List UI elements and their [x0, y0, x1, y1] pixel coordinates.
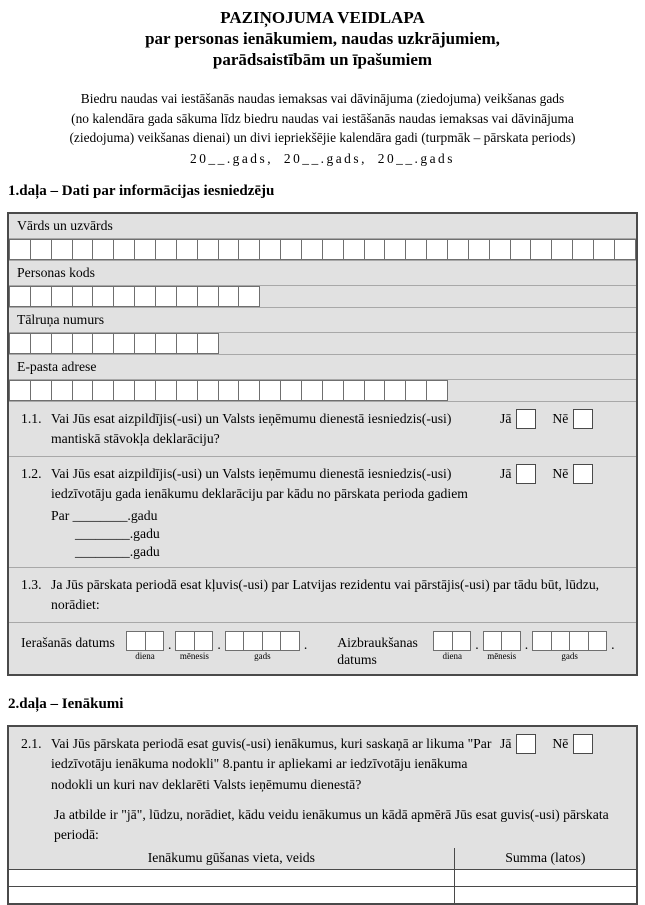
char-cell[interactable]	[572, 239, 594, 260]
field-phone	[9, 307, 636, 354]
income-table-header-row	[9, 848, 636, 869]
field-personal-code	[9, 260, 636, 307]
char-cell[interactable]	[197, 333, 219, 354]
char-cell[interactable]	[322, 380, 344, 401]
char-cell[interactable]	[218, 239, 240, 260]
departure-month-group	[483, 631, 521, 662]
char-cell[interactable]	[113, 333, 135, 354]
question-1-1-answers	[500, 409, 626, 450]
arrival-day-group	[126, 631, 164, 662]
char-cell[interactable]	[405, 239, 427, 260]
char-cell[interactable]	[322, 239, 344, 260]
char-cell[interactable]	[218, 380, 240, 401]
char-cell[interactable]	[155, 380, 177, 401]
question-2-1	[9, 727, 636, 802]
question-1-2-no-label: Nē	[552, 464, 568, 485]
date-dot: .	[607, 631, 618, 653]
income-table	[9, 848, 636, 903]
char-cell[interactable]	[176, 380, 198, 401]
char-cell[interactable]	[384, 380, 406, 401]
date-dot: .	[300, 631, 311, 653]
year-blank-line-3[interactable]: ________.gadu	[51, 543, 494, 561]
part2-heading: 2.daļa – Ienākumi	[8, 696, 645, 713]
question-1-1-no-checkbox[interactable]	[573, 409, 593, 429]
char-cell[interactable]	[155, 333, 177, 354]
char-cell[interactable]	[134, 239, 156, 260]
arrival-day-cells	[126, 631, 164, 651]
char-cell[interactable]	[588, 631, 608, 651]
question-2-1-number: 2.1.	[21, 734, 51, 796]
field-personal-code-cells	[9, 285, 636, 307]
char-cell[interactable]	[238, 286, 260, 307]
char-cell[interactable]	[483, 631, 503, 651]
departure-day-sublabel: diena	[443, 651, 463, 662]
income-table-header-sum: Summa (latos)	[454, 848, 636, 869]
char-cell[interactable]	[593, 239, 615, 260]
income-table-row	[9, 869, 636, 886]
question-2-1-no-checkbox[interactable]	[573, 734, 593, 754]
char-cell[interactable]	[176, 333, 198, 354]
char-cell[interactable]	[134, 286, 156, 307]
char-cell[interactable]	[155, 286, 177, 307]
question-1-2-number: 1.2.	[21, 464, 51, 561]
char-cell[interactable]	[530, 239, 552, 260]
question-1-2	[9, 456, 636, 567]
char-cell[interactable]	[197, 380, 219, 401]
char-cell[interactable]	[614, 239, 636, 260]
char-cell[interactable]	[30, 239, 52, 260]
char-cell[interactable]	[30, 333, 52, 354]
intro-line2: (no kalendāra gada sākuma līdz biedru naudas vai iestāšanās naudas iemaksas vai dāvinājuma	[0, 109, 645, 129]
intro-paragraph	[0, 89, 645, 148]
arrival-year-cells	[225, 631, 300, 651]
field-email-label: E-pasta adrese	[9, 355, 636, 379]
char-cell[interactable]	[145, 631, 165, 651]
char-cell[interactable]	[551, 631, 571, 651]
char-cell[interactable]	[280, 380, 302, 401]
char-cell[interactable]	[9, 239, 31, 260]
char-cell[interactable]	[197, 286, 219, 307]
char-cell[interactable]	[30, 286, 52, 307]
question-1-1-number: 1.1.	[21, 409, 51, 450]
char-cell[interactable]	[510, 239, 532, 260]
char-cell[interactable]	[551, 239, 573, 260]
intro-line3: (ziedojuma) veikšanas dienai) un divi iepriekšējie kalendāra gadi (turpmāk – pārskata periods)	[0, 128, 645, 148]
question-1-3	[9, 567, 636, 622]
char-cell[interactable]	[9, 286, 31, 307]
question-1-3-text: Ja Jūs pārskata periodā esat kļuvis(-usi) par Latvijas rezidentu vai pārstājis(-usi) par tādu būt, lūdzu, norādiet:	[51, 575, 626, 616]
part2-box	[7, 725, 638, 905]
departure-year-group	[532, 631, 607, 662]
char-cell[interactable]	[364, 380, 386, 401]
arrival-day-sublabel: diena	[135, 651, 155, 662]
char-cell[interactable]	[9, 333, 31, 354]
char-cell[interactable]	[113, 380, 135, 401]
char-cell[interactable]	[51, 239, 73, 260]
char-cell[interactable]	[30, 380, 52, 401]
char-cell[interactable]	[280, 631, 300, 651]
year-blank-line-2[interactable]: ________.gadu	[51, 525, 494, 543]
part1-box	[7, 212, 638, 676]
char-cell[interactable]	[426, 380, 448, 401]
part1-heading: 1.daļa – Dati par informācijas iesniedzēju	[8, 183, 645, 200]
char-cell[interactable]	[343, 239, 365, 260]
report-period-years: 20__.gads, 20__.gads, 20__.gads	[0, 151, 645, 167]
residency-dates-row	[9, 622, 636, 674]
char-cell[interactable]	[433, 631, 453, 651]
field-email	[9, 354, 636, 401]
departure-month-sublabel: mēnesis	[487, 651, 516, 662]
char-cell[interactable]	[468, 239, 490, 260]
question-1-1	[9, 401, 636, 456]
char-cell[interactable]	[243, 631, 263, 651]
question-1-1-yes-label: Jā	[500, 409, 511, 430]
question-1-3-number: 1.3.	[21, 575, 51, 616]
question-1-1-text: Vai Jūs esat aizpildījis(-usi) un Valsts ieņēmumu dienestā iesniedzis(-usi) mantiskā stāvokļa deklarāciju?	[51, 409, 500, 450]
income-table-body	[9, 869, 636, 903]
char-cell[interactable]	[134, 333, 156, 354]
income-table-cell[interactable]	[454, 869, 636, 886]
char-cell[interactable]	[426, 239, 448, 260]
char-cell[interactable]	[92, 380, 114, 401]
arrival-month-sublabel: mēnesis	[180, 651, 209, 662]
char-cell[interactable]	[51, 380, 73, 401]
question-1-2-body	[51, 464, 500, 561]
question-1-2-no-checkbox[interactable]	[573, 464, 593, 484]
char-cell[interactable]	[343, 380, 365, 401]
char-cell[interactable]	[72, 286, 94, 307]
question-2-1-no-label: Nē	[552, 734, 568, 755]
char-cell[interactable]	[155, 239, 177, 260]
form-title-line3: parādsaistībām un īpašumiem	[0, 49, 645, 70]
question-2-1-yes-checkbox[interactable]	[516, 734, 536, 754]
field-email-cells	[9, 379, 636, 401]
arrival-year-sublabel: gads	[254, 651, 271, 662]
income-table-cell[interactable]	[454, 886, 636, 903]
char-cell[interactable]	[501, 631, 521, 651]
departure-date-label: Aizbraukšanas datums	[337, 631, 433, 668]
char-cell[interactable]	[452, 631, 472, 651]
departure-year-sublabel: gads	[561, 651, 578, 662]
char-cell[interactable]	[113, 239, 135, 260]
char-cell[interactable]	[218, 286, 240, 307]
departure-month-cells	[483, 631, 521, 651]
arrival-date-label: Ierašanās datums	[21, 631, 126, 651]
char-cell[interactable]	[175, 631, 195, 651]
departure-year-cells	[532, 631, 607, 651]
income-note: Ja atbilde ir "jā", lūdzu, norādiet, kādu veidu ienākumus un kādā apmērā Jūs esat guvis(-usi) pārskata periodā:	[9, 801, 636, 848]
char-cell[interactable]	[194, 631, 214, 651]
char-cell[interactable]	[92, 286, 114, 307]
char-cell[interactable]	[447, 239, 469, 260]
char-cell[interactable]	[51, 286, 73, 307]
char-cell[interactable]	[532, 631, 552, 651]
char-cell[interactable]	[51, 333, 73, 354]
question-1-2-yes-label: Jā	[500, 464, 511, 485]
question-1-1-no-label: Nē	[552, 409, 568, 430]
char-cell[interactable]	[126, 631, 146, 651]
question-2-1-text: Vai Jūs pārskata periodā esat guvis(-usi) ienākumus, kuri saskaņā ar likuma "Par iedzīvotāju ienākuma nodokli" 8.pantu ir apliekami ar iedzīvotāju ienākuma nodokli un kuri nav deklarēti Valsts ieņēmumu dienestā?	[51, 734, 500, 796]
question-2-1-yes-label: Jā	[500, 734, 511, 755]
char-cell[interactable]	[238, 239, 260, 260]
question-1-2-yes-checkbox[interactable]	[516, 464, 536, 484]
arrival-month-group	[175, 631, 213, 662]
intro-line1: Biedru naudas vai iestāšanās naudas iemaksas vai dāvinājuma (ziedojuma) veikšanas gads	[0, 89, 645, 109]
income-table-row	[9, 886, 636, 903]
char-cell[interactable]	[134, 380, 156, 401]
income-table-header-place: Ienākumu gūšanas vieta, veids	[9, 848, 454, 869]
char-cell[interactable]	[569, 631, 589, 651]
char-cell[interactable]	[489, 239, 511, 260]
char-cell[interactable]	[72, 380, 94, 401]
char-cell[interactable]	[262, 631, 282, 651]
arrival-year-group	[225, 631, 300, 662]
income-table-cell[interactable]	[9, 886, 454, 903]
char-cell[interactable]	[197, 239, 219, 260]
char-cell[interactable]	[301, 380, 323, 401]
question-1-2-text: Vai Jūs esat aizpildījis(-usi) un Valsts ieņēmumu dienestā iesniedzis(-usi) iedzīvotāju gada ienākumu deklarāciju par kādu no pārskata perioda gadiem	[51, 464, 494, 505]
char-cell[interactable]	[364, 239, 386, 260]
departure-day-cells	[433, 631, 471, 651]
question-1-2-year-lines	[51, 507, 494, 561]
question-1-1-yes-checkbox[interactable]	[516, 409, 536, 429]
char-cell[interactable]	[72, 333, 94, 354]
char-cell[interactable]	[92, 239, 114, 260]
arrival-month-cells	[175, 631, 213, 651]
form-title-line1: PAZIŅOJUMA VEIDLAPA	[0, 7, 645, 28]
form-title-line2: par personas ienākumiem, naudas uzkrājumiem,	[0, 28, 645, 49]
char-cell[interactable]	[301, 239, 323, 260]
income-table-cell[interactable]	[9, 869, 454, 886]
field-personal-code-label: Personas kods	[9, 261, 636, 285]
field-phone-cells	[9, 332, 636, 354]
date-dot: .	[164, 631, 175, 653]
field-name-cells	[9, 238, 636, 260]
form-title	[0, 0, 645, 70]
field-phone-label: Tālruņa numurs	[9, 308, 636, 332]
char-cell[interactable]	[238, 380, 260, 401]
field-name	[9, 214, 636, 260]
date-dot: .	[471, 631, 482, 653]
question-2-1-answers	[500, 734, 626, 796]
char-cell[interactable]	[113, 286, 135, 307]
departure-day-group	[433, 631, 471, 662]
char-cell[interactable]	[280, 239, 302, 260]
char-cell[interactable]	[259, 239, 281, 260]
year-blank-line-1[interactable]: Par ________.gadu	[51, 507, 494, 525]
char-cell[interactable]	[9, 380, 31, 401]
field-name-label: Vārds un uzvārds	[9, 214, 636, 238]
question-1-2-answers	[500, 464, 626, 561]
char-cell[interactable]	[225, 631, 245, 651]
char-cell[interactable]	[176, 239, 198, 260]
char-cell[interactable]	[72, 239, 94, 260]
char-cell[interactable]	[384, 239, 406, 260]
char-cell[interactable]	[92, 333, 114, 354]
date-dot: .	[521, 631, 532, 653]
date-dot: .	[213, 631, 224, 653]
char-cell[interactable]	[176, 286, 198, 307]
char-cell[interactable]	[259, 380, 281, 401]
char-cell[interactable]	[405, 380, 427, 401]
